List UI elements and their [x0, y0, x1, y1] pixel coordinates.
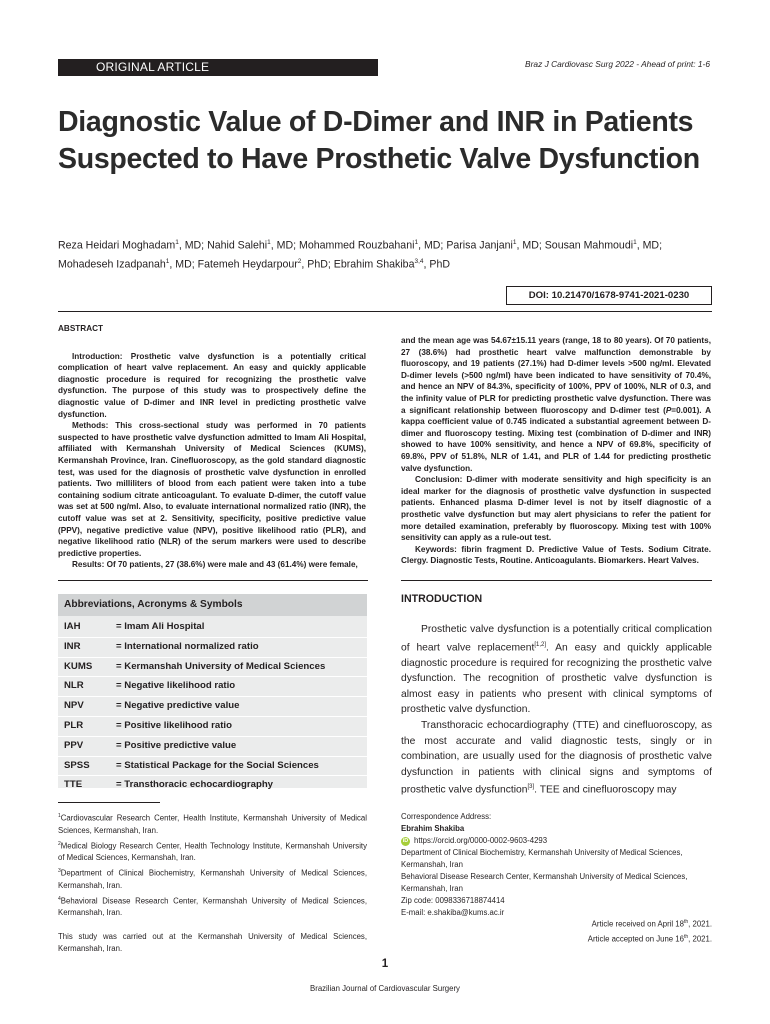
abbreviation-key: TTE: [64, 779, 83, 791]
date-text: , 2021.: [688, 919, 712, 929]
introduction-heading: INTRODUCTION: [401, 593, 483, 605]
author-degree: , MD;: [418, 239, 447, 252]
author-degree: , MD;: [516, 239, 545, 252]
date-ordinal: th: [683, 919, 689, 925]
abbreviations-list: [58, 616, 367, 791]
abbreviation-row: [58, 737, 367, 757]
author-name: Mohadeseh Izadpanah: [58, 258, 166, 271]
abbreviation-key: IAH: [64, 621, 81, 632]
date-text: , 2021.: [688, 934, 712, 944]
footer-journal-name: Brazilian Journal of Cardiovascular Surgery: [310, 984, 460, 993]
journal-reference: Braz J Cardiovasc Surg 2022 - Ahead of print: 1-6: [525, 59, 710, 69]
author-affiliation: 2: [297, 258, 302, 266]
author-affiliation: 1: [267, 239, 271, 246]
author-degree: , MD;: [636, 239, 663, 252]
footnote-number: 2: [58, 840, 61, 847]
correspondence-address-line: Kermanshah, Iran: [401, 860, 463, 869]
author-degree: , PhD: [423, 258, 451, 271]
abbreviation-key: SPSS: [64, 759, 90, 771]
page-number: 1: [381, 958, 389, 970]
citation-reference[interactable]: [3]: [527, 784, 535, 791]
footnote-number: 3: [58, 868, 61, 875]
author-degree: , MD;: [178, 239, 208, 252]
abstract-right-column: [401, 335, 711, 567]
study-location-note: This study was carried out at the Kermanshah University of Medical Sciences, Kermanshah, Iran.: [58, 932, 367, 954]
affiliation-footnote: [58, 838, 367, 865]
abbreviation-value: = Statistical Package for the Social Sciences: [116, 759, 319, 771]
abbreviation-row: [58, 757, 367, 777]
abstract-methods: Methods: This cross-sectional study was performed in 70 patients suspected to have prosthetic valve dysfunction admitted to Imam Ali Hospital, affiliated with Kermanshah University of Medical Sciences (KUMS), Kermanshah Province, Iran. Cinefluoroscopy, as the gold standard diagnostic test, was used for the diagnosis of prosthetic valve dysfunction in enrolled patients. Two milliliters of blood from each patient were taken into a tube containing sodium citrate anticoagulant. To evaluate D-dimer, the cutoff value was set at 500 ng/ml. Also, to evaluate international normalized ratio (INR), the cutoff value was set at 2. Sensitivity, specificity, positive predictive value (PPV), negative predictive value (NPV), positive likelihood ratio (PLR), and negative likelihood ratio (NLR) of the serum markers were used to describe predictive properties.: [58, 421, 366, 558]
footnote-text: Medical Biology Research Center, Health Technology Institute, Kermanshah University of Medical Sciences, Kermanshah, Iran.: [58, 841, 367, 863]
abbreviation-row: [58, 638, 367, 658]
footnote-number: 1: [58, 813, 61, 819]
author-list: [58, 235, 714, 273]
author-degree: , MD;: [270, 239, 300, 252]
abbreviation-key: PLR: [64, 719, 84, 731]
author-name: Parisa Janjani: [446, 239, 513, 252]
affiliation-footnote: [58, 893, 367, 920]
author-affiliation: 1: [633, 239, 637, 246]
abstract-divider-right: [401, 580, 712, 581]
abbreviation-row: [58, 776, 367, 796]
abbreviation-value: = Kermanshah University of Medical Sciences: [116, 660, 326, 672]
author-affiliation: 3,4: [414, 258, 424, 266]
footnote-divider: [58, 802, 160, 803]
author-degree: , MD;: [169, 258, 198, 271]
header-divider: [58, 311, 712, 312]
accepted-date: [401, 931, 712, 946]
introduction-text: . TEE and cinefluoroscopy may: [534, 784, 677, 796]
correspondence-address-line: Kermanshah, Iran: [401, 884, 463, 893]
introduction-paragraph: [401, 622, 712, 718]
orcid-icon: iD: [402, 837, 409, 844]
author-affiliation: 1: [175, 239, 179, 246]
doi-link[interactable]: DOI: 10.21470/1678-9741-2021-0230: [506, 286, 712, 305]
introduction-text: Prosthetic valve dysfunction is a potentially critical complication of heart valve replacement: [401, 624, 712, 654]
abbreviations-heading: Abbreviations, Acronyms & Symbols: [58, 594, 367, 616]
abstract-results-continued: [401, 335, 711, 474]
abbreviation-key: NLR: [64, 680, 84, 692]
abstract-results-text: =0.001). A kappa coefficient value of 0.745 indicated a substantial agreement between D-dimer and fluoroscopy testing. Mixing test (combination of D-dimer and INR) showed to have 100% sensitivity, and hence a NPV of 69.8%, specificity of 69.8%, PPV of 51.8%, NLR of 1.41, and PLR of 1.44 for predicting prosthetic valve dysfunction.: [401, 405, 711, 473]
abstract-divider-left: [58, 580, 368, 581]
orcid-row: [401, 835, 712, 847]
correspondence-address-line: Behavioral Disease Research Center, Kermanshah University of Medical Sciences,: [401, 872, 688, 881]
footnote-text: Department of Clinical Biochemistry, Kermanshah University of Medical Sciences, Kermanshah, Iran.: [58, 868, 367, 890]
abbreviation-key: PPV: [64, 739, 84, 751]
p-value-symbol: P: [665, 405, 672, 415]
abbreviation-row: [58, 658, 367, 678]
abbreviation-key: NPV: [64, 700, 84, 712]
abbreviation-value: = Positive predictive value: [116, 739, 237, 751]
abbreviation-value: = Negative likelihood ratio: [116, 680, 236, 692]
abbreviation-row: [58, 677, 367, 697]
abbreviation-value: = Transthoracic echocardiography: [116, 779, 274, 791]
author-name: Fatemeh Heydarpour: [197, 258, 298, 271]
footnote-text: Cardiovascular Research Center, Health Institute, Kermanshah University of Medical Sciences, Kermanshah, Iran.: [58, 813, 367, 835]
affiliation-footnote: [58, 865, 367, 892]
abstract-conclusion: Conclusion: D-dimer with moderate sensitivity and high specificity is an ideal marker for the diagnosis of prosthetic valve dysfunction in suspected patients. Enhanced plasma D-dimer level is not by itself diagnostic of a prosthetic valve dysfunction but may alert physicians to refer the patient for more detailed examination, preferably by fluoroscopy. Mixing test with 100% sensitivity can apply as a rule-out test.: [401, 475, 711, 543]
introduction-body: [401, 622, 712, 798]
author-affiliation: 1: [512, 239, 517, 246]
abstract-left-column: [58, 323, 366, 571]
abbreviation-key: INR: [64, 640, 81, 652]
abbreviation-row: [58, 697, 367, 717]
date-ordinal: th: [683, 933, 689, 940]
affiliations-footnotes: [58, 810, 367, 956]
footnote-number: 4: [58, 895, 61, 902]
abstract-keywords: Keywords: fibrin fragment D. Predictive Value of Tests. Sodium Citrate. Clergy. Diagnostic Tests, Routine. Anticoagulants. Biomarkers. Heart Valves.: [401, 544, 711, 566]
article-dates: [401, 916, 712, 945]
abbreviation-value: = Negative predictive value: [116, 700, 240, 712]
author-name: Ebrahim Shakiba: [333, 258, 415, 271]
correspondence-block: [401, 811, 712, 919]
abstract-introduction: Introduction: Prosthetic valve dysfunction is a potentially critical complication of heart valve replacement. An easy and quickly applicable diagnostic procedure is required for recognizing the prosthetic valve dysfunction. The purpose of this study was to prospectively define the diagnostic value of D-dimer and INR level in predicting prosthetic valve dysfunction.: [58, 351, 366, 419]
correspondence-email[interactable]: E-mail: e.shakiba@kums.ac.ir: [401, 908, 505, 917]
author-name: Reza Heidari Moghadam: [58, 239, 176, 252]
introduction-paragraph: [401, 718, 712, 798]
abstract-heading: ABSTRACT: [58, 324, 104, 333]
abstract-results-start: Results: Of 70 patients, 27 (38.6%) were male and 43 (61.4%) were female,: [72, 560, 358, 570]
abbreviations-box: [58, 594, 367, 791]
author-name: Sousan Mahmoudi: [544, 239, 634, 252]
orcid-link[interactable]: https://orcid.org/0000-0002-9603-4293: [414, 836, 548, 845]
affiliation-footnote: [58, 810, 367, 837]
author-name: Mohammed Rouzbahani: [299, 239, 415, 252]
introduction-text: Transthoracic echocardiography (TTE) and cinefluoroscopy, as the most accurate and valid diagnostic tests, singly or in combination, are usually used for the diagnosis of prosthetic valve dysfunction in patients with clinical signs and symptoms of prosthetic valve dysfunction: [401, 719, 712, 796]
author-affiliation: 1: [414, 239, 419, 246]
article-type-badge: ORIGINAL ARTICLE: [58, 59, 378, 76]
abbreviation-key: KUMS: [64, 660, 93, 672]
author-affiliation: 1: [165, 258, 170, 266]
introduction-text: . An easy and quickly applicable diagnostic procedure is required for recognizing the prosthetic valve dysfunction. The recognition of prosthetic valve dysfunction is almost easy in patients who present with clinical symptoms of prosthetic valve dysfunction.: [401, 642, 712, 716]
date-text: Article accepted on June 16: [587, 934, 684, 944]
abbreviation-row: [58, 618, 367, 638]
correspondence-name: Ebrahim Shakiba: [401, 824, 465, 833]
abbreviation-value: = Imam Ali Hospital: [116, 621, 205, 632]
abbreviation-row: [58, 717, 367, 737]
date-text: Article received on April 18: [591, 919, 684, 929]
abbreviation-value: = Positive likelihood ratio: [116, 719, 232, 731]
author-degree: , PhD;: [301, 258, 334, 271]
abbreviation-value: = International normalized ratio: [116, 640, 259, 652]
received-date: [401, 916, 712, 931]
correspondence-label: Correspondence Address:: [401, 812, 492, 821]
footnote-text: Behavioral Disease Research Center, Kermanshah University of Medical Sciences, Kermanshah, Iran.: [58, 896, 367, 918]
author-name: Nahid Salehi: [207, 239, 268, 252]
citation-reference[interactable]: [1,2]: [534, 641, 547, 648]
abstract-results-text: and the mean age was 54.67±15.11 years (range, 18 to 80 years). Of 70 patients, 27 (38.6%) had prosthetic heart valve malfunction demonstrable by fluoroscopy, and 19 patients (27.1%) had D-dimer levels >500 ng/ml. Elevated D-dimer levels (>500 ng/ml) have been indicated to have sensitivity of 70.4%, and hence an NPV of 84.3%, specificity of 100%, PPV of 100%, NLR of 0.3, and the infinity value of PLR for predicting prosthetic valve dysfunction. There was a significant relationship between fluoroscopy and D-dimer test (: [401, 336, 711, 415]
article-title: Diagnostic Value of D-Dimer and INR in Patients Suspected to Have Prosthetic Valve Dysfunction: [58, 106, 700, 175]
correspondence-zip: Zip code: 0098336718874414: [401, 896, 505, 905]
correspondence-address-line: Department of Clinical Biochemistry, Kermanshah University of Medical Sciences,: [401, 848, 683, 857]
